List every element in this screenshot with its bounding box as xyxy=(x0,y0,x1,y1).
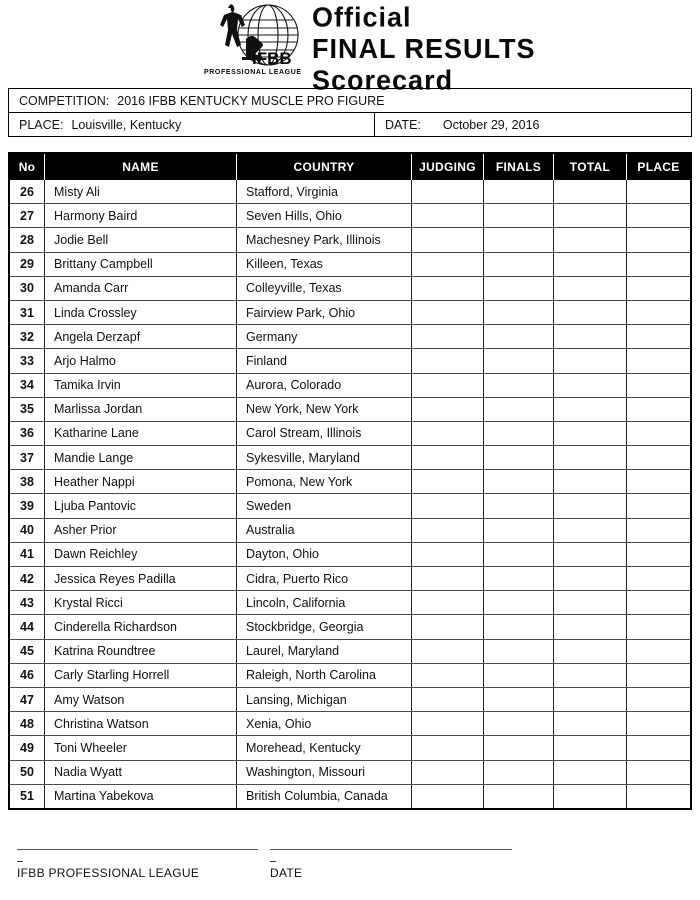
place-cell xyxy=(627,494,690,517)
table-row xyxy=(10,349,690,373)
place-cell xyxy=(9,113,374,136)
finals-score-cell xyxy=(484,615,554,638)
signature-tick-right xyxy=(270,861,276,862)
judging-score-cell xyxy=(412,615,484,638)
finals-score-cell xyxy=(484,736,554,759)
finals-score-cell xyxy=(484,688,554,711)
competitor-country: British Columbia, Canada xyxy=(237,785,412,808)
total-score-cell xyxy=(554,543,627,566)
total-score-cell xyxy=(554,640,627,663)
competitor-name: Christina Watson xyxy=(45,712,237,735)
logo-subtitle-text: PROFESSIONAL LEAGUE xyxy=(204,69,302,76)
finals-score-cell xyxy=(484,180,554,203)
competitor-number: 48 xyxy=(10,712,45,735)
table-row xyxy=(10,398,690,422)
competitor-number: 44 xyxy=(10,615,45,638)
finals-score-cell xyxy=(484,664,554,687)
title-line-official: Official xyxy=(312,2,412,33)
place-cell xyxy=(627,325,690,348)
competitor-number: 38 xyxy=(10,470,45,493)
table-row xyxy=(10,253,690,277)
judging-score-cell xyxy=(412,712,484,735)
competitor-name: Jodie Bell xyxy=(45,228,237,251)
table-row xyxy=(10,736,690,760)
place-cell xyxy=(627,712,690,735)
total-score-cell xyxy=(554,494,627,517)
table-row xyxy=(10,664,690,688)
competitor-name: Toni Wheeler xyxy=(45,736,237,759)
place-cell xyxy=(627,736,690,759)
ifbb-logo xyxy=(190,1,312,77)
table-row xyxy=(10,519,690,543)
competitor-country: Stafford, Virginia xyxy=(237,180,412,203)
title-line-final-results: FINAL RESULTS xyxy=(312,33,536,65)
competitor-country: Sweden xyxy=(237,494,412,517)
competitor-number: 29 xyxy=(10,253,45,276)
place-cell xyxy=(627,446,690,469)
judging-score-cell xyxy=(412,567,484,590)
place-cell xyxy=(627,301,690,324)
table-row xyxy=(10,785,690,808)
total-score-cell xyxy=(554,374,627,397)
page-title xyxy=(312,2,536,97)
place-date-row xyxy=(9,113,691,136)
competitor-name: Heather Nappi xyxy=(45,470,237,493)
judging-score-cell xyxy=(412,640,484,663)
competitor-number: 36 xyxy=(10,422,45,445)
competitor-number: 31 xyxy=(10,301,45,324)
place-cell xyxy=(627,519,690,542)
judging-score-cell xyxy=(412,398,484,421)
judging-score-cell xyxy=(412,470,484,493)
place-cell xyxy=(627,253,690,276)
judging-score-cell xyxy=(412,277,484,300)
judging-score-cell xyxy=(412,228,484,251)
total-score-cell xyxy=(554,761,627,784)
competitor-name: Katrina Roundtree xyxy=(45,640,237,663)
total-score-cell xyxy=(554,664,627,687)
judging-score-cell xyxy=(412,591,484,614)
competitor-name: Marlissa Jordan xyxy=(45,398,237,421)
finals-score-cell xyxy=(484,398,554,421)
signature-line-date xyxy=(270,849,512,850)
finals-score-cell xyxy=(484,470,554,493)
competitor-name: Mandie Lange xyxy=(45,446,237,469)
total-score-cell xyxy=(554,567,627,590)
column-header-total: TOTAL xyxy=(554,154,627,180)
judging-score-cell xyxy=(412,301,484,324)
competitor-name: Dawn Reichley xyxy=(45,543,237,566)
finals-score-cell xyxy=(484,519,554,542)
competitor-country: Finland xyxy=(237,349,412,372)
table-row xyxy=(10,277,690,301)
competitor-name: Brittany Campbell xyxy=(45,253,237,276)
total-score-cell xyxy=(554,519,627,542)
competitor-number: 51 xyxy=(10,785,45,808)
competitor-country: Stockbridge, Georgia xyxy=(237,615,412,638)
place-cell xyxy=(627,398,690,421)
competitor-number: 34 xyxy=(10,374,45,397)
total-score-cell xyxy=(554,301,627,324)
competitor-name: Harmony Baird xyxy=(45,204,237,227)
competitor-number: 41 xyxy=(10,543,45,566)
total-score-cell xyxy=(554,180,627,203)
place-cell xyxy=(627,204,690,227)
table-row xyxy=(10,470,690,494)
table-row xyxy=(10,712,690,736)
judging-score-cell xyxy=(412,543,484,566)
signature-line-league xyxy=(17,849,258,850)
table-row xyxy=(10,180,690,204)
judging-score-cell xyxy=(412,180,484,203)
competitor-name: Katharine Lane xyxy=(45,422,237,445)
table-row xyxy=(10,640,690,664)
total-score-cell xyxy=(554,349,627,372)
date-value: October 29, 2016 xyxy=(442,117,540,132)
finals-score-cell xyxy=(484,253,554,276)
table-row xyxy=(10,422,690,446)
competitor-country: Seven Hills, Ohio xyxy=(237,204,412,227)
competitor-name: Arjo Halmo xyxy=(45,349,237,372)
table-row xyxy=(10,446,690,470)
table-row xyxy=(10,615,690,639)
competitor-country: Aurora, Colorado xyxy=(237,374,412,397)
total-score-cell xyxy=(554,446,627,469)
place-cell xyxy=(627,615,690,638)
total-score-cell xyxy=(554,277,627,300)
competitor-name: Angela Derzapf xyxy=(45,325,237,348)
competitor-country: Pomona, New York xyxy=(237,470,412,493)
finals-score-cell xyxy=(484,325,554,348)
finals-score-cell xyxy=(484,446,554,469)
competitor-name: Martina Yabekova xyxy=(45,785,237,808)
column-header-country: COUNTRY xyxy=(237,154,412,180)
column-header-no: No xyxy=(10,154,45,180)
finals-score-cell xyxy=(484,567,554,590)
competitor-country: Dayton, Ohio xyxy=(237,543,412,566)
signature-label-league: IFBB PROFESSIONAL LEAGUE xyxy=(17,866,200,880)
competitor-number: 28 xyxy=(10,228,45,251)
date-cell xyxy=(374,113,691,136)
competitor-country: Lincoln, California xyxy=(237,591,412,614)
judging-score-cell xyxy=(412,519,484,542)
place-cell xyxy=(627,470,690,493)
total-score-cell xyxy=(554,591,627,614)
title-line-scorecard: Scorecard xyxy=(312,65,454,96)
judging-score-cell xyxy=(412,349,484,372)
competitor-country: Cidra, Puerto Rico xyxy=(237,567,412,590)
signature-tick-left xyxy=(17,861,23,862)
competitor-number: 39 xyxy=(10,494,45,517)
competitor-number: 50 xyxy=(10,761,45,784)
place-label: PLACE: xyxy=(19,117,64,132)
finals-score-cell xyxy=(484,349,554,372)
total-score-cell xyxy=(554,325,627,348)
competitor-country: Raleigh, North Carolina xyxy=(237,664,412,687)
finals-score-cell xyxy=(484,301,554,324)
table-row xyxy=(10,591,690,615)
total-score-cell xyxy=(554,204,627,227)
signature-label-date: DATE xyxy=(270,866,303,880)
place-cell xyxy=(627,640,690,663)
competitor-country: Morehead, Kentucky xyxy=(237,736,412,759)
table-row xyxy=(10,567,690,591)
competition-value: 2016 IFBB KENTUCKY MUSCLE PRO FIGURE xyxy=(117,93,385,108)
table-row xyxy=(10,543,690,567)
finals-score-cell xyxy=(484,422,554,445)
competitor-number: 40 xyxy=(10,519,45,542)
competitor-country: Xenia, Ohio xyxy=(237,712,412,735)
competitor-country: Machesney Park, Illinois xyxy=(237,228,412,251)
judging-score-cell xyxy=(412,688,484,711)
competitor-number: 49 xyxy=(10,736,45,759)
judging-score-cell xyxy=(412,785,484,808)
place-cell xyxy=(627,180,690,203)
column-header-place: PLACE xyxy=(637,160,680,174)
competitor-name: Asher Prior xyxy=(45,519,237,542)
finals-score-cell xyxy=(484,277,554,300)
competitor-country: Washington, Missouri xyxy=(237,761,412,784)
judging-score-cell xyxy=(412,736,484,759)
competitor-number: 32 xyxy=(10,325,45,348)
place-cell xyxy=(627,591,690,614)
place-cell xyxy=(627,688,690,711)
total-score-cell xyxy=(554,785,627,808)
competitor-name: Krystal Ricci xyxy=(45,591,237,614)
place-cell xyxy=(627,228,690,251)
place-cell xyxy=(627,664,690,687)
column-header-name: NAME xyxy=(45,154,237,180)
table-row xyxy=(10,761,690,785)
total-score-cell xyxy=(554,688,627,711)
place-cell xyxy=(627,349,690,372)
competition-label: COMPETITION: xyxy=(19,93,110,108)
finals-score-cell xyxy=(484,228,554,251)
competitor-number: 33 xyxy=(10,349,45,372)
competitor-name: Amy Watson xyxy=(45,688,237,711)
place-cell xyxy=(627,785,690,808)
total-score-cell xyxy=(554,470,627,493)
competitor-number: 42 xyxy=(10,567,45,590)
judging-score-cell xyxy=(412,422,484,445)
column-header-finals: FINALS xyxy=(484,154,554,180)
competitor-name: Jessica Reyes Padilla xyxy=(45,567,237,590)
finals-score-cell xyxy=(484,543,554,566)
place-cell xyxy=(627,761,690,784)
judging-score-cell xyxy=(412,204,484,227)
competitor-name: Nadia Wyatt xyxy=(45,761,237,784)
place-cell xyxy=(627,374,690,397)
place-cell xyxy=(627,543,690,566)
competitor-country: Fairview Park, Ohio xyxy=(237,301,412,324)
competitor-number: 46 xyxy=(10,664,45,687)
competitor-country: New York, New York xyxy=(237,398,412,421)
competitor-number: 43 xyxy=(10,591,45,614)
competitor-country: Laurel, Maryland xyxy=(237,640,412,663)
place-value: Louisville, Kentucky xyxy=(71,117,182,132)
logo-ifbb-text: IFBB xyxy=(252,49,292,68)
finals-score-cell xyxy=(484,204,554,227)
total-score-cell xyxy=(554,712,627,735)
table-row xyxy=(10,301,690,325)
competition-row xyxy=(9,89,691,113)
competitor-country: Carol Stream, Illinois xyxy=(237,422,412,445)
competitor-name: Amanda Carr xyxy=(45,277,237,300)
judging-score-cell xyxy=(412,253,484,276)
finals-score-cell xyxy=(484,374,554,397)
judging-score-cell xyxy=(412,374,484,397)
finals-score-cell xyxy=(484,712,554,735)
competitor-country: Sykesville, Maryland xyxy=(237,446,412,469)
competitor-name: Cinderella Richardson xyxy=(45,615,237,638)
column-header-judging: JUDGING xyxy=(412,154,484,180)
competitor-name: Carly Starling Horrell xyxy=(45,664,237,687)
table-row xyxy=(10,494,690,518)
competitor-name: Misty Ali xyxy=(45,180,237,203)
table-row xyxy=(10,374,690,398)
competition-info-box xyxy=(8,88,692,137)
table-row xyxy=(10,204,690,228)
finals-score-cell xyxy=(484,785,554,808)
competitor-number: 35 xyxy=(10,398,45,421)
competitor-number: 26 xyxy=(10,180,45,203)
table-header-row xyxy=(10,154,690,180)
table-row xyxy=(10,228,690,252)
total-score-cell xyxy=(554,736,627,759)
judging-score-cell xyxy=(412,494,484,517)
table-body xyxy=(10,180,690,808)
competitor-name: Ljuba Pantovic xyxy=(45,494,237,517)
competitor-number: 30 xyxy=(10,277,45,300)
place-cell xyxy=(627,567,690,590)
results-table xyxy=(8,152,692,810)
competitor-country: Australia xyxy=(237,519,412,542)
judging-score-cell xyxy=(412,761,484,784)
competitor-number: 27 xyxy=(10,204,45,227)
competitor-number: 37 xyxy=(10,446,45,469)
competitor-country: Germany xyxy=(237,325,412,348)
judging-score-cell xyxy=(412,325,484,348)
competitor-number: 47 xyxy=(10,688,45,711)
total-score-cell xyxy=(554,398,627,421)
place-cell xyxy=(627,422,690,445)
table-row xyxy=(10,325,690,349)
finals-score-cell xyxy=(484,591,554,614)
finals-score-cell xyxy=(484,640,554,663)
date-label: DATE: xyxy=(385,117,421,132)
total-score-cell xyxy=(554,228,627,251)
competitor-number: 45 xyxy=(10,640,45,663)
competitor-country: Killeen, Texas xyxy=(237,253,412,276)
total-score-cell xyxy=(554,615,627,638)
total-score-cell xyxy=(554,253,627,276)
finals-score-cell xyxy=(484,761,554,784)
competitor-name: Linda Crossley xyxy=(45,301,237,324)
competitor-name: Tamika Irvin xyxy=(45,374,237,397)
table-row xyxy=(10,688,690,712)
finals-score-cell xyxy=(484,494,554,517)
total-score-cell xyxy=(554,422,627,445)
place-cell xyxy=(627,277,690,300)
competitor-country: Colleyville, Texas xyxy=(237,277,412,300)
judging-score-cell xyxy=(412,446,484,469)
judging-score-cell xyxy=(412,664,484,687)
competitor-country: Lansing, Michigan xyxy=(237,688,412,711)
